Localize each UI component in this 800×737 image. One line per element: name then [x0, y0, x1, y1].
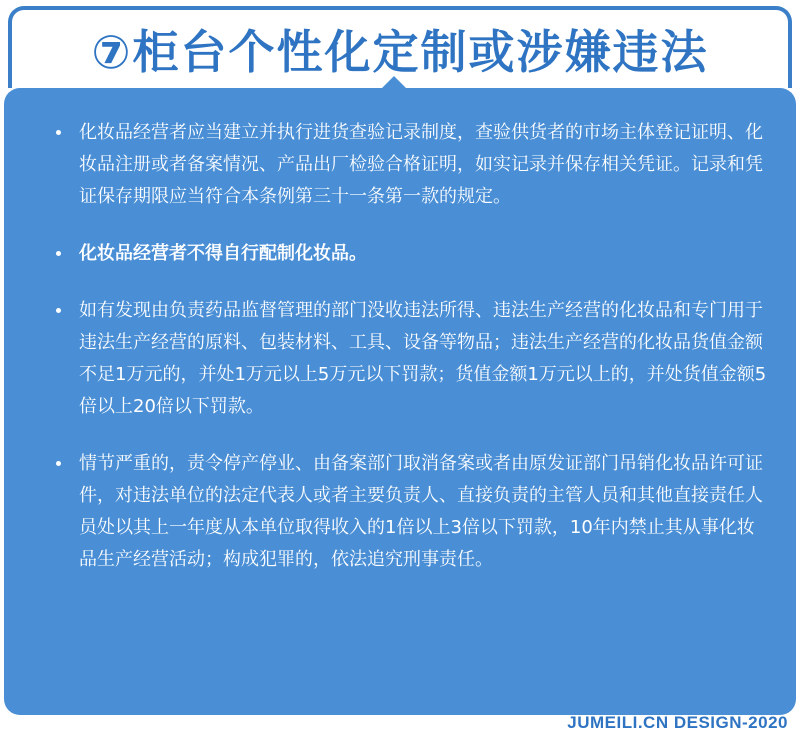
- list-item: [55, 295, 767, 423]
- bullet-icon: [56, 461, 61, 466]
- list-item: [55, 238, 767, 270]
- list-item-text: 化妆品经营者不得自行配制化妆品。: [79, 243, 367, 264]
- list-item-text: 情节严重的，责令停产停业、由备案部门取消备案或者由原发证部门吊销化妆品许可证件，对违法单位的法定代表人或者主要负责人、直接负责的主管人员和其他直接责任人员处以其上一年度从本单位取得收入的1倍以上3倍以下罚款，10年内禁止其从事化妆品生产经营活动；构成犯罪的，依法追究刑事责任。: [79, 453, 763, 570]
- bullet-icon: [56, 130, 61, 135]
- bullet-list: [55, 117, 767, 601]
- design-credit: JUMEILI.CN DESIGN-2020: [567, 713, 788, 732]
- list-item: [55, 117, 767, 213]
- bullet-icon: [56, 308, 61, 313]
- list-item-text: 如有发现由负责药品监督管理的部门没收违法所得、违法生产经营的化妆品和专门用于违法生产经营的原料、包装材料、工具、设备等物品；违法生产经营的化妆品货值金额不足1万元的，并处1万元以上5万元以下罚款；货值金额1万元以上的，并处货值金额5倍以上20倍以下罚款。: [79, 300, 767, 417]
- list-item-text: 化妆品经营者应当建立并执行进货查验记录制度，查验供货者的市场主体登记证明、化妆品注册或者备案情况、产品出厂检验合格证明，如实记录并保存相关凭证。记录和凭证保存期限应当符合本条例第三十一条第一款的规定。: [79, 122, 763, 207]
- bullet-icon: [56, 251, 61, 256]
- page-title: ⑦柜台个性化定制或涉嫌违法: [91, 25, 709, 79]
- list-item: [55, 448, 767, 576]
